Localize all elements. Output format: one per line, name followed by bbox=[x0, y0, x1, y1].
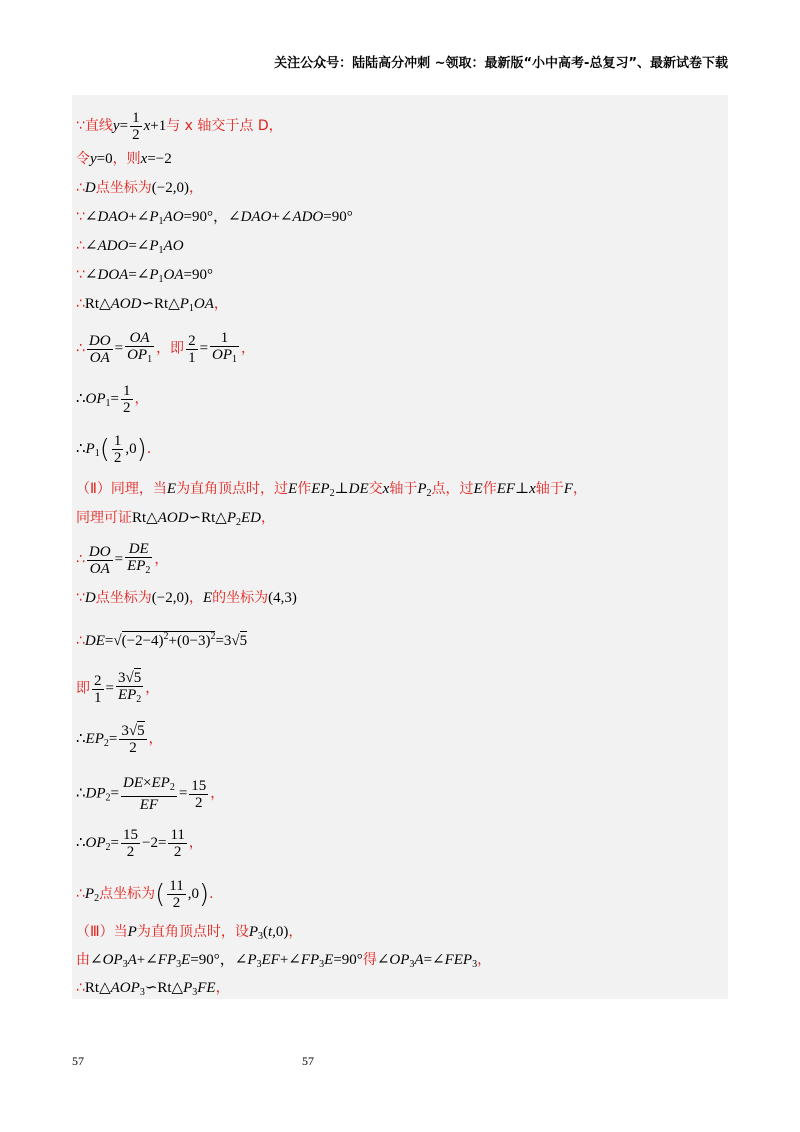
line-7: $\therefore Rt\triangle AOD∽Rt\triangle P_1OA$， bbox=[76, 296, 228, 314]
line-20: $\therefore P_2$点坐标为( $\frac{11}{2}$ ,0). bbox=[76, 878, 214, 911]
line-1: ∵直线y= $\frac{1}{2}$ x+1与 x 轴交于点 D， bbox=[76, 110, 283, 143]
line-13: ∴ $\frac{DO}{OA}$ = $\frac{DE}{EP_2}$ ， bbox=[76, 541, 169, 577]
page-number-left: 57 bbox=[72, 1054, 84, 1068]
page-number-center: 57 bbox=[302, 1054, 314, 1068]
line-17: $\therefore EP_2=$ $\frac{3√5}{2}$ ， bbox=[76, 723, 163, 756]
line-4: $\because\angle DAO+\angle P_1AO=90^\circ$，∠DAO+∠ADO=90° bbox=[76, 209, 353, 227]
line-23: $\therefore Rt\triangle AOP_3∽Rt\triangle P_3FE$， bbox=[76, 980, 230, 998]
line-9: $\therefore OP_1=$ $\frac{1}{2}$ ， bbox=[76, 383, 149, 416]
line-11: （Ⅱ）同理，当E为直角顶点时，过E作$EP_2\perp DE$交x轴于$P_2$点，过E作EF⊥x轴于F， bbox=[76, 481, 587, 499]
line-22: 由$\angle OP_3A+\angle FP_3E=90^\circ$，$\angle P_3EF+\angle FP_3E=90^\circ$得$\angle OP_3A=\angle FEP_3$， bbox=[76, 952, 492, 970]
line-5: $\therefore\angle ADO=\angle P_1AO$ bbox=[76, 238, 184, 256]
page-header: 关注公众号：陆陆高分冲刺 ~领取：最新版“小中高考-总复习”、最新试卷下载 bbox=[274, 56, 728, 71]
line-12: 同理可证$Rt\triangle AOD∽Rt\triangle P_2ED$， bbox=[76, 510, 275, 528]
line-14: ∵D点坐标为(−2,0)，E的坐标为(4,3) bbox=[76, 590, 297, 606]
line-15: $\therefore DE=√(-2-4)^2+(0-3)^2=3√5$ bbox=[76, 631, 248, 649]
line-19: $\therefore OP_2=$ $\frac{15}{2}$ −2= $\frac{11}{2}$ ， bbox=[76, 827, 203, 860]
line-3: ∴D点坐标为(−2,0)， bbox=[76, 180, 203, 196]
line-16: 即 $\frac{2}{1}$ = $\frac{3√5}{EP_2}$ ， bbox=[76, 670, 160, 706]
line-10: $\therefore P_1$( $\frac{1}{2}$ ,0). bbox=[76, 433, 152, 466]
line-21: （Ⅲ）当P为直角顶点时，设$P_3(t,0)$， bbox=[76, 924, 303, 942]
line-18: $\therefore DP_2=$ $\frac{DE\times EP_2}{EF}$ = $\frac{15}{2}$ ， bbox=[76, 775, 225, 813]
line-8: ∴ $\frac{DO}{OA}$ = $\frac{OA}{OP_1}$ ，即 $\frac{2}{1}$ = $\frac{1}{OP_1}$ ， bbox=[76, 330, 256, 366]
line-2: 令y=0，则x=−2 bbox=[76, 151, 172, 167]
line-6: $\because\angle DOA=\angle P_1OA=90^\circ$ bbox=[76, 267, 213, 285]
